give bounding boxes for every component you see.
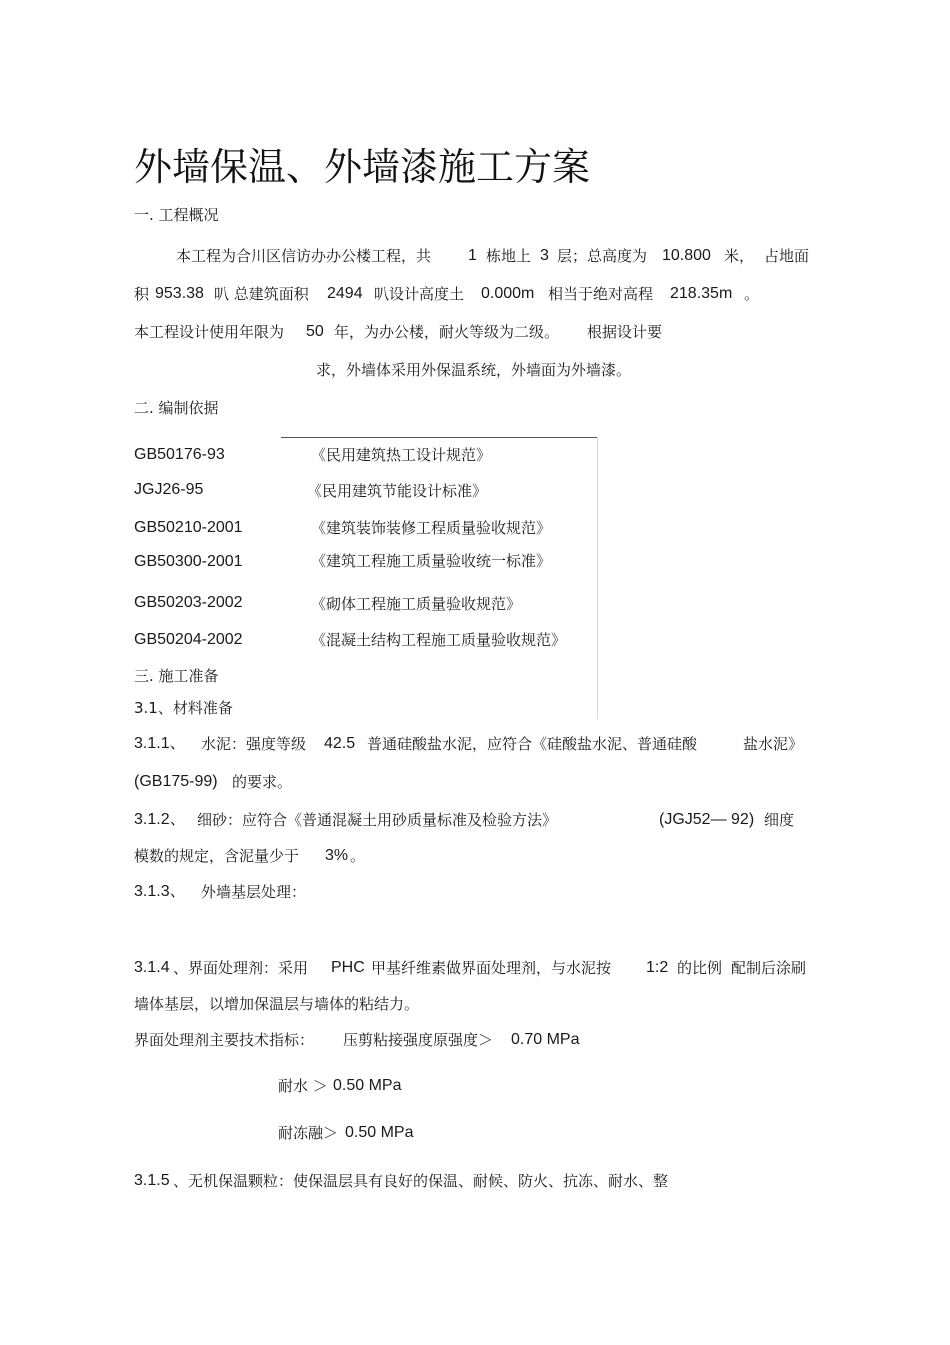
overview-text: 米， [724,247,755,265]
overview-text: 求，外墙体采用外保温系统，外墙面为外墙漆。 [316,361,632,379]
item-text: 配制后涂刷 [731,959,807,977]
overview-text: 。 [744,285,760,303]
indicator-value: 0.70 MPa [511,1031,580,1048]
item-text: 的比例 [677,959,723,977]
standard-name: 《砌体工程施工质量验收规范》 [311,595,522,613]
item-value: 3% [325,847,349,864]
overview-text: 层；总高度为 [557,247,648,265]
standard-name: 《混凝土结构工程施工质量验收规范》 [311,631,567,649]
overview-text: 本工程设计使用年限为 [134,323,285,341]
overview-land-area: 953.38 [155,285,204,302]
item-value: 42.5 [324,735,356,752]
overview-service-life: 50 [306,323,324,340]
section1-heading: 一. 工程概况 [134,206,219,224]
item-text: 墙体基层，以增加保温层与墙体的粘结力。 [134,995,420,1013]
page-title: 外墙保温、外墙漆施工方案 [134,145,591,189]
table-top-rule [281,437,598,438]
overview-text: 叭 总建筑面积 [214,285,309,303]
overview-text: 占地面 [764,247,810,265]
item-text: 。 [350,847,366,865]
standard-name: 《建筑装饰装修工程质量验收规范》 [311,519,552,537]
item-number: 3.1.4 [134,959,170,976]
section2-heading: 二. 编制依据 [134,399,219,417]
item-number: 3.1.2、 [134,811,186,828]
item-text: 盐水泥》 [743,735,804,753]
indicator-value: 0.50 MPa [333,1077,402,1094]
standard-name: 《建筑工程施工质量验收统一标准》 [311,552,552,570]
item-value: PHC [331,959,365,976]
item-text: 普通硅酸盐水泥，应符合《硅酸盐水泥、普通硅酸 [367,735,698,753]
overview-text: 本工程为合川区信访办办公楼工程，共 [176,247,432,265]
overview-text: 叭设计高度土 [374,285,465,303]
overview-height: 10.800 [662,247,711,264]
item-text: 、无机保温颗粒：使保温层具有良好的保温、耐候、防火、抗冻、耐水、整 [173,1172,669,1190]
item-number: 3.1.1、 [134,735,186,752]
standard-code: GB50203-2002 [134,594,243,611]
standard-code: GB50204-2002 [134,631,243,648]
indicator-name: 耐水 ＞ [278,1077,328,1095]
overview-text: 相当于绝对高程 [548,285,654,303]
item-value: (JGJ52— 92) [659,811,755,828]
standard-code: GB50210-2001 [134,519,243,536]
table-right-rule [597,437,598,719]
indicator-label: 界面处理剂主要技术指标： [134,1031,315,1049]
overview-building-area: 2494 [327,285,363,302]
item-text: 的要求。 [232,773,293,791]
item-text: 、界面处理剂：采用 [173,959,309,977]
overview-text: 年，为办公楼，耐火等级为二级。 [334,323,560,341]
standard-name: 《民用建筑节能设计标准》 [307,482,488,500]
standard-code: JGJ26-95 [134,481,204,498]
overview-text: 栋地上 [486,247,532,265]
overview-building-count: 1 [468,247,477,264]
section3-heading: 三. 施工准备 [134,667,219,685]
overview-text: 根据设计要 [587,323,663,341]
overview-design-elevation: 0.000m [481,285,535,302]
item-text: 细度 [764,811,795,829]
item-text: 甲基纤维素做界面处理剂，与水泥按 [371,959,612,977]
item-text: 细砂：应符合《普通混凝土用砂质量标准及检验方法》 [197,811,558,829]
standard-code: GB50300-2001 [134,553,243,570]
overview-floor-count: 3 [540,247,549,264]
indicator-name: 压剪粘接强度原强度＞ [343,1031,494,1049]
item-number: 3.1.5 [134,1172,170,1189]
item-text: 外墙基层处理： [201,883,307,901]
item-number: 3.1.3、 [134,883,186,900]
standard-code: GB50176-93 [134,446,225,463]
standard-name: 《民用建筑热工设计规范》 [311,446,492,464]
overview-absolute-elevation: 218.35m [670,285,733,302]
item-value: (GB175-99) [134,773,218,790]
item-text: 水泥：强度等级 [201,735,307,753]
overview-text: 积 [134,285,150,303]
indicator-name: 耐冻融＞ [278,1124,339,1142]
item-value: 1:2 [646,959,669,976]
indicator-value: 0.50 MPa [345,1124,414,1141]
item-text: 模数的规定，含泥量少于 [134,847,300,865]
subsection-heading: 3.1、材料准备 [134,699,233,717]
